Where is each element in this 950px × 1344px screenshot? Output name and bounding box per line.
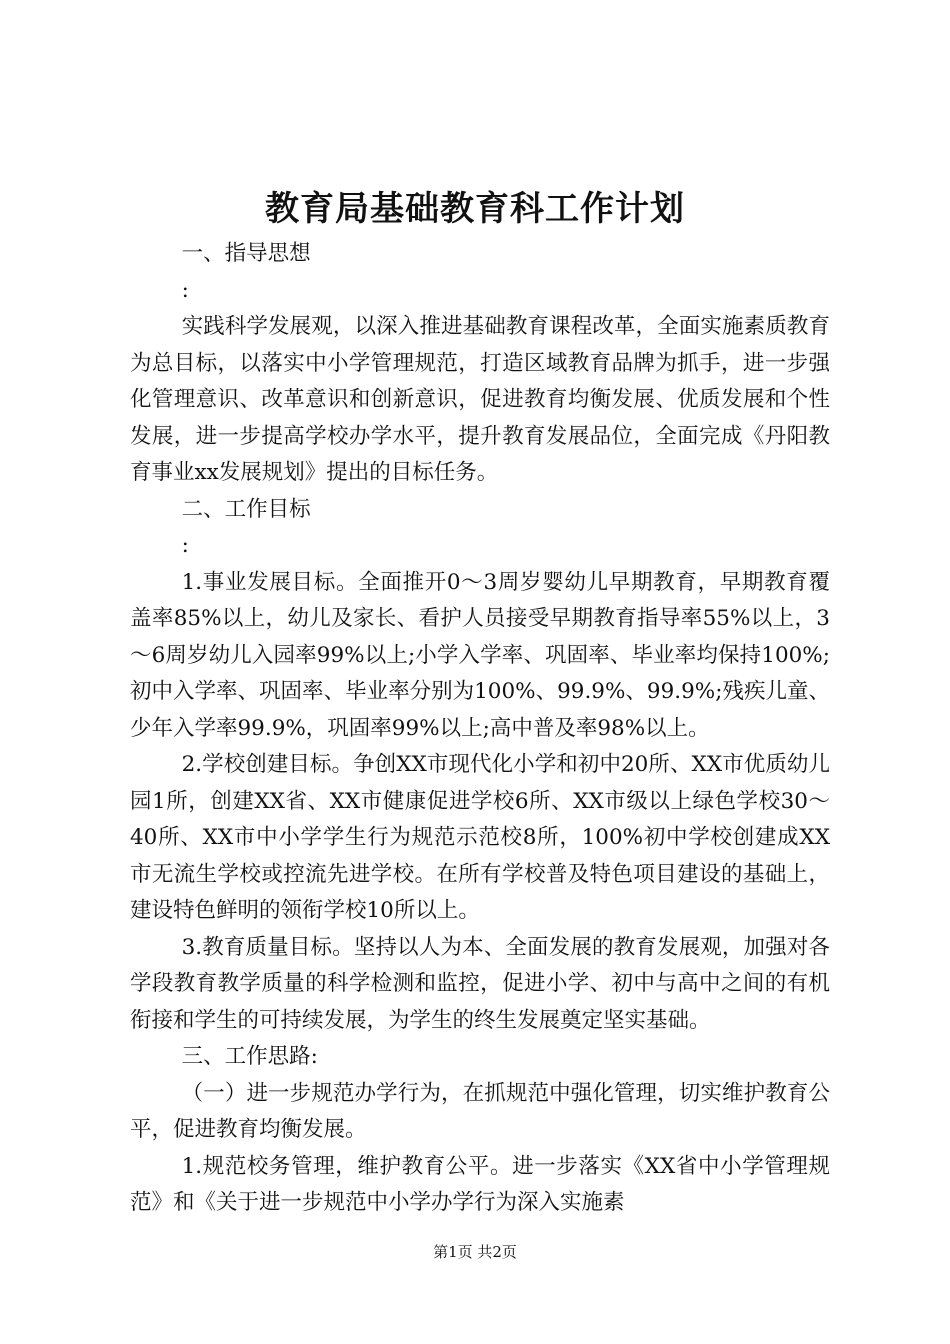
paragraph-approach-one: （一）进一步规范办学行为，在抓规范中强化管理，切实维护教育公平，促进教育均衡发展。 <box>130 1080 830 1142</box>
paragraph-school-affairs: 1.规范校务管理，维护教育公平。进一步落实《XX省中小学管理规范》和《关于进一步规范中小学办学行为深入实施素 <box>130 1153 830 1215</box>
document-title: 教育局基础教育科工作计划 <box>265 189 685 229</box>
paragraph-school-building-goal: 2.学校创建目标。争创XX市现代化小学和初中20所、XX市优质幼儿园1所，创建XX省、XX市健康促进学校6所、XX市级以上绿色学校30～40所、XX市中小学学生行为规范示范校8所，100%初中学校创建成XX市无流生学校或控流先进学校。在所有学校普及特色项目建设的基础上，建设特色鲜明的领衔学校10所以上。 <box>130 752 830 923</box>
colon-line: : <box>181 533 189 558</box>
section-heading-work-approach: 三、工作思路: <box>181 1044 318 1069</box>
paragraph-quality-goal: 3.教育质量目标。坚持以人为本、全面发展的教育发展观，加强对各学段教育教学质量的科学检测和监控，促进小学、初中与高中之间的有机衔接和学生的可持续发展，为学生的终生发展奠定坚实基础。 <box>130 934 830 1033</box>
paragraph-development-goal: 1.事业发展目标。全面推开0～3周岁婴幼儿早期教育，早期教育覆盖率85%以上，幼儿及家长、看护人员接受早期教育指导率55%以上，3～6周岁幼儿入园率99%以上;小学入学率、巩固率、毕业率均保持100%;初中入学率、巩固率、毕业率分别为100%、99.9%、99.9%;残疾儿童、少年入学率99.9%，巩固率99%以上;高中普及率98%以上。 <box>130 569 830 741</box>
section-heading-work-goals: 二、工作目标 <box>181 496 311 522</box>
section-heading-guiding-ideology: 一、指导思想 <box>181 241 311 266</box>
paragraph-guiding-ideology: 实践科学发展观，以深入推进基础教育课程改革，全面实施素质教育为总目标，以落实中小学管理规范，打造区域教育品牌为抓手，进一步强化管理意识、改革意识和创新意识，促进教育均衡发展、优质发展和个性发展，进一步提高学校办学水平，提升教育发展品位，全面完成《丹阳教育事业xx发展规划》提出的目标任务。 <box>130 314 830 485</box>
page-footer: 第1页 共2页 <box>433 1243 517 1261</box>
document-body <box>130 236 830 1222</box>
colon-line: : <box>181 277 189 303</box>
